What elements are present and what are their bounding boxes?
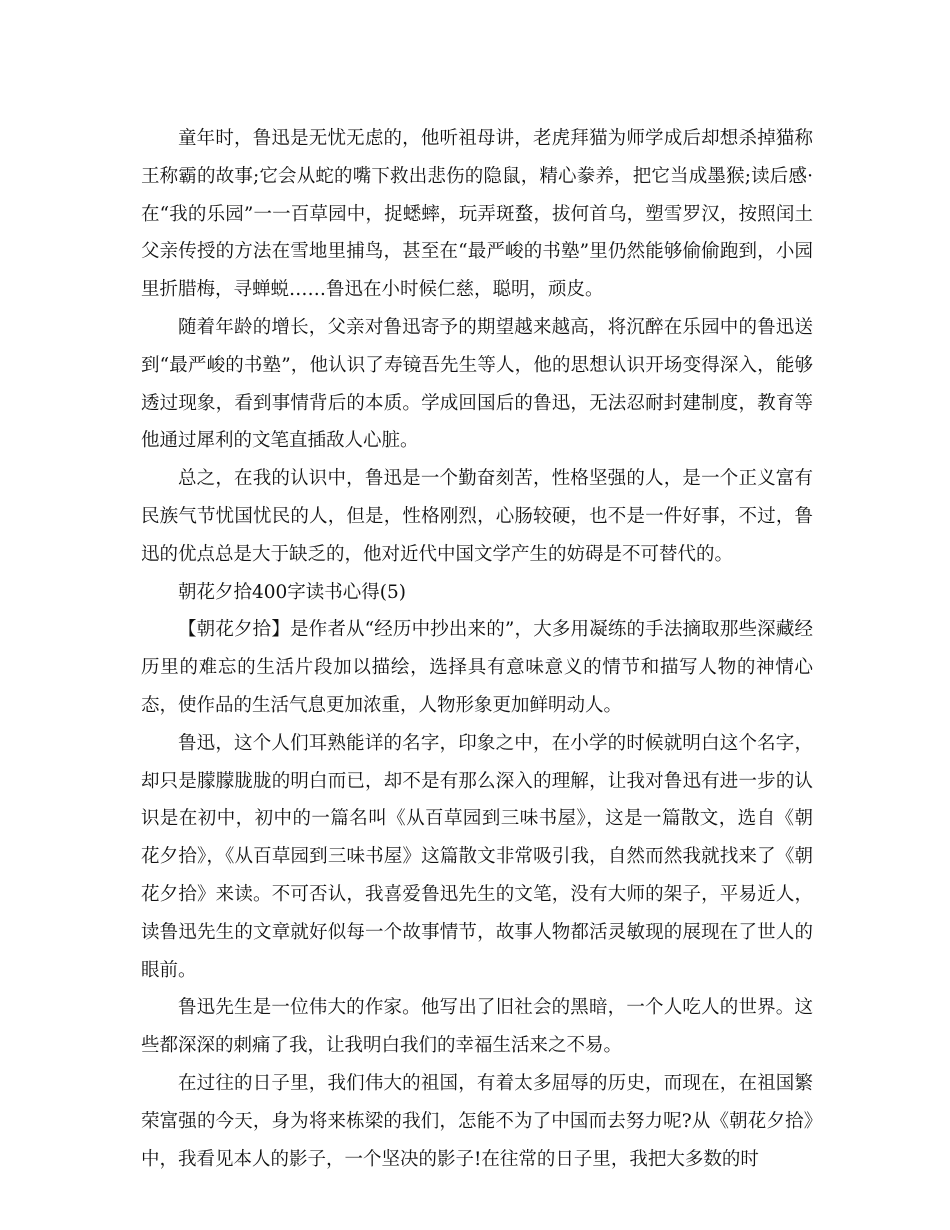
paragraph-growth: 随着年龄的增长，父亲对鲁迅寄予的期望越来越高，将沉醉在乐园中的鲁迅送到“最严峻的书塾”，他认识了寿镜吾先生等人，他的思想认识开场变得深入，能够透过现象，看到事情背后的本质。学成回国后的鲁迅，无法忍耐封建制度，教育等他通过犀利的文笔直插敌人心脏。: [141, 316, 813, 452]
paragraph-great-writer: 鲁迅先生是一位伟大的作家。他写出了旧社会的黑暗，一个人吃人的世界。这些都深深的刺痛了我，让我明白我们的幸福生活来之不易。: [141, 997, 813, 1057]
paragraph-intro: 【朝花夕拾】是作者从“经历中抄出来的”，大多用凝练的手法摘取那些深藏经历里的难忘的生活片段加以描绘，选择具有意味意义的情节和描写人物的神情心态，使作品的生活气息更加浓重，人物形象更加鲜明动人。: [141, 619, 813, 716]
paragraph-luxun-name: 鲁迅，这个人们耳熟能详的名字，印象之中，在小学的时候就明白这个名字，却只是朦朦胧胧的明白而已，却不是有那么深入的理解，让我对鲁迅有进一步的认识是在初中，初中的一篇名叫《从百草园到三味书屋》，这是一篇散文，选自《朝花夕拾》，《从百草园到三味书屋》这篇散文非常吸引我，自然而然我就找来了《朝花夕拾》来读。不可否认，我喜爱鲁迅先生的文笔，没有大师的架子，平易近人，读鲁迅先生的文章就好似每一个故事情节，故事人物都活灵敏现的展现在了世人的眼前。: [141, 732, 813, 981]
document-page: [141, 120, 813, 1178]
paragraph-summary: 总之，在我的认识中，鲁迅是一个勤奋刻苦，性格坚强的人，是一个正义富有民族气节忧国忧民的人，但是，性格刚烈，心肠较硬，也不是一件好事，不过，鲁迅的优点总是大于缺乏的，他对近代中国文学产生的妨碍是不可替代的。: [141, 468, 813, 565]
paragraph-childhood: 童年时，鲁迅是无忧无虑的，他听祖母讲，老虎拜猫为师学成后却想杀掉猫称王称霸的故事;它会从蛇的嘴下救出悲伤的隐鼠，精心豢养，把它当成墨猴;读后感·在“我的乐园”一一百草园中，捉蟋蟀，玩弄斑蝥，拔何首乌，塑雪罗汉，按照闰土父亲传授的方法在雪地里捕鸟，甚至在“最严峻的书塾”里仍然能够偷偷跑到，小园里折腊梅，寻蝉蜕……鲁迅在小时候仁慈，聪明，顽皮。: [141, 128, 813, 301]
section-heading: 朝花夕拾400字读书心得(5): [178, 581, 407, 603]
paragraph-motherland: 在过往的日子里，我们伟大的祖国，有着太多屈辱的历史，而现在，在祖国繁荣富强的今天，身为将来栋梁的我们，怎能不为了中国而去努力呢?从《朝花夕拾》中，我看见本人的影子，一个坚决的影子!在往常的日子里，我把大多数的时: [141, 1072, 813, 1170]
